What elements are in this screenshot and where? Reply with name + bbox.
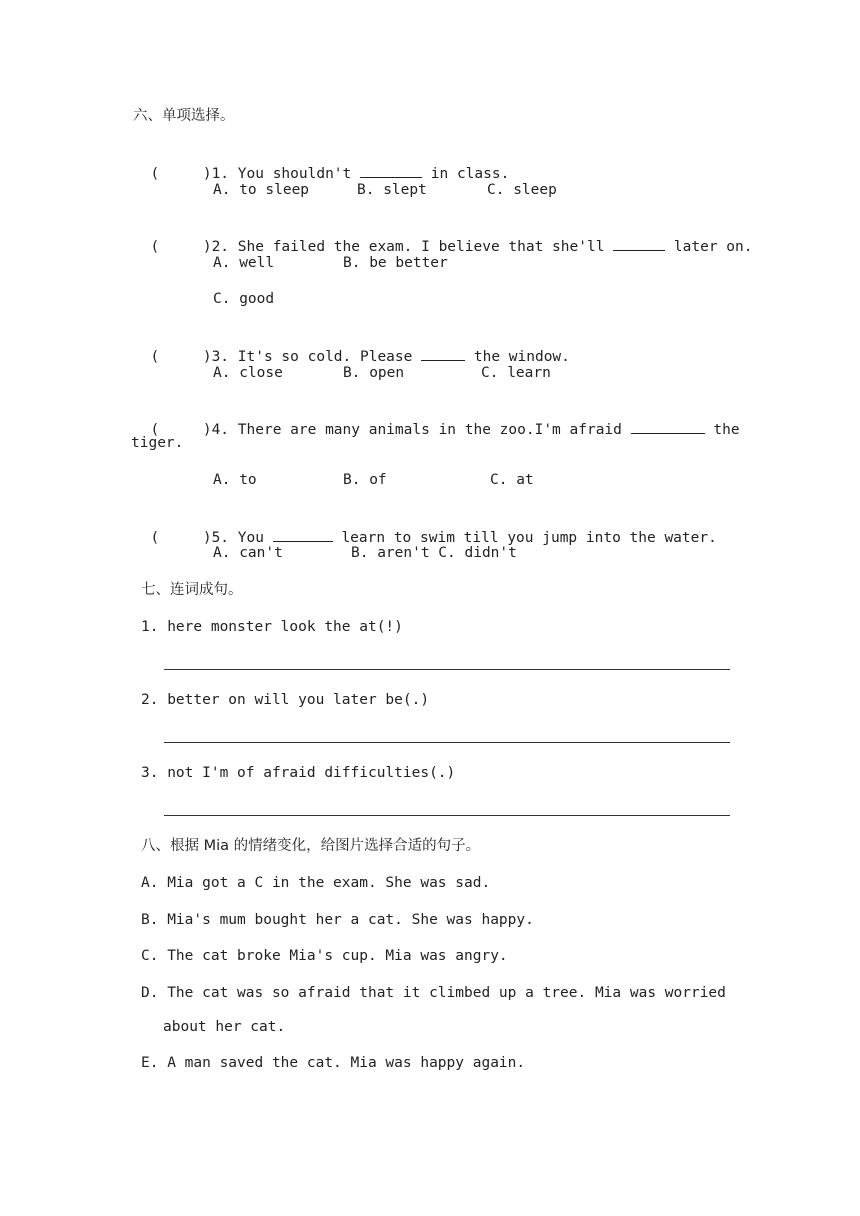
option-b-c[interactable]: B. aren't C. didn't [351, 545, 517, 561]
question-text: It's so cold. Please [237, 349, 413, 365]
question-number: 3. [211, 349, 230, 365]
sentence-d: D. The cat was so afraid that it climbed up a tree. Mia was worried [141, 985, 726, 1001]
option-c[interactable]: C. learn [481, 365, 551, 381]
question-text: the [713, 422, 740, 438]
answer-paren[interactable]: ( ) [150, 239, 212, 255]
option-c[interactable]: C. at [490, 472, 534, 488]
option-b[interactable]: B. open [343, 365, 405, 381]
option-a[interactable]: A. to [213, 472, 257, 488]
question-text: You [237, 530, 264, 546]
option-b[interactable]: B. slept [357, 182, 427, 198]
option-b[interactable]: B. of [343, 472, 387, 488]
question-text: There are many animals in the zoo.I'm afraid [237, 422, 622, 438]
option-a[interactable]: A. to sleep [213, 182, 310, 198]
question-text: You shouldn't [237, 166, 352, 182]
question-4 [133, 399, 740, 440]
question-text: the window. [473, 349, 570, 365]
option-c[interactable]: C. good [213, 291, 275, 307]
question-number: 4. [211, 422, 230, 438]
sentence-e: E. A man saved the cat. Mia was happy again. [141, 1055, 526, 1071]
question-2 [133, 216, 752, 257]
sentence-d-wrap: about her cat. [163, 1019, 286, 1035]
question-text-wrap: tiger. [131, 435, 184, 451]
question-text: in class. [430, 166, 510, 182]
answer-blank [613, 236, 665, 251]
answer-blank [360, 163, 422, 178]
sentence-c: C. The cat broke Mia's cup. Mia was angry. [141, 948, 508, 964]
sentence-b: B. Mia's mum bought her a cat. She was happy. [141, 912, 534, 928]
answer-line[interactable] [164, 815, 730, 816]
sentence-item: 3. not I'm of afraid difficulties(.) [141, 765, 456, 781]
sentence-a: A. Mia got a C in the exam. She was sad. [141, 875, 491, 891]
answer-paren[interactable]: ( ) [150, 530, 212, 546]
answer-line[interactable] [164, 742, 730, 743]
option-a[interactable]: A. close [213, 365, 283, 381]
question-text: later on. [673, 239, 753, 255]
answer-paren[interactable]: ( ) [150, 422, 212, 438]
option-a[interactable]: A. well [213, 255, 275, 271]
option-b[interactable]: B. be better [343, 255, 448, 271]
sentence-item: 2. better on will you later be(.) [141, 692, 430, 708]
answer-blank [631, 419, 705, 434]
sentence-item: 1. here monster look the at(!) [141, 619, 403, 635]
answer-paren[interactable]: ( ) [150, 166, 212, 182]
answer-blank [421, 346, 465, 361]
option-c[interactable]: C. sleep [487, 182, 557, 198]
question-number: 1. [211, 166, 230, 182]
question-1 [133, 143, 509, 184]
answer-line[interactable] [164, 669, 730, 670]
question-text: She failed the exam. I believe that she'll [237, 239, 605, 255]
option-a[interactable]: A. can't [213, 545, 283, 561]
answer-blank [273, 527, 333, 542]
question-text: learn to swim till you jump into the water. [341, 530, 717, 546]
question-number: 5. [211, 530, 230, 546]
question-3 [133, 326, 570, 367]
section-8-heading: 八、根据 Mia 的情绪变化，给图片选择合适的句子。 [141, 838, 481, 854]
answer-paren[interactable]: ( ) [150, 349, 212, 365]
section-7-heading: 七、连词成句。 [141, 582, 243, 598]
question-number: 2. [211, 239, 230, 255]
question-5 [133, 507, 717, 548]
section-6-heading: 六、单项选择。 [133, 108, 235, 124]
